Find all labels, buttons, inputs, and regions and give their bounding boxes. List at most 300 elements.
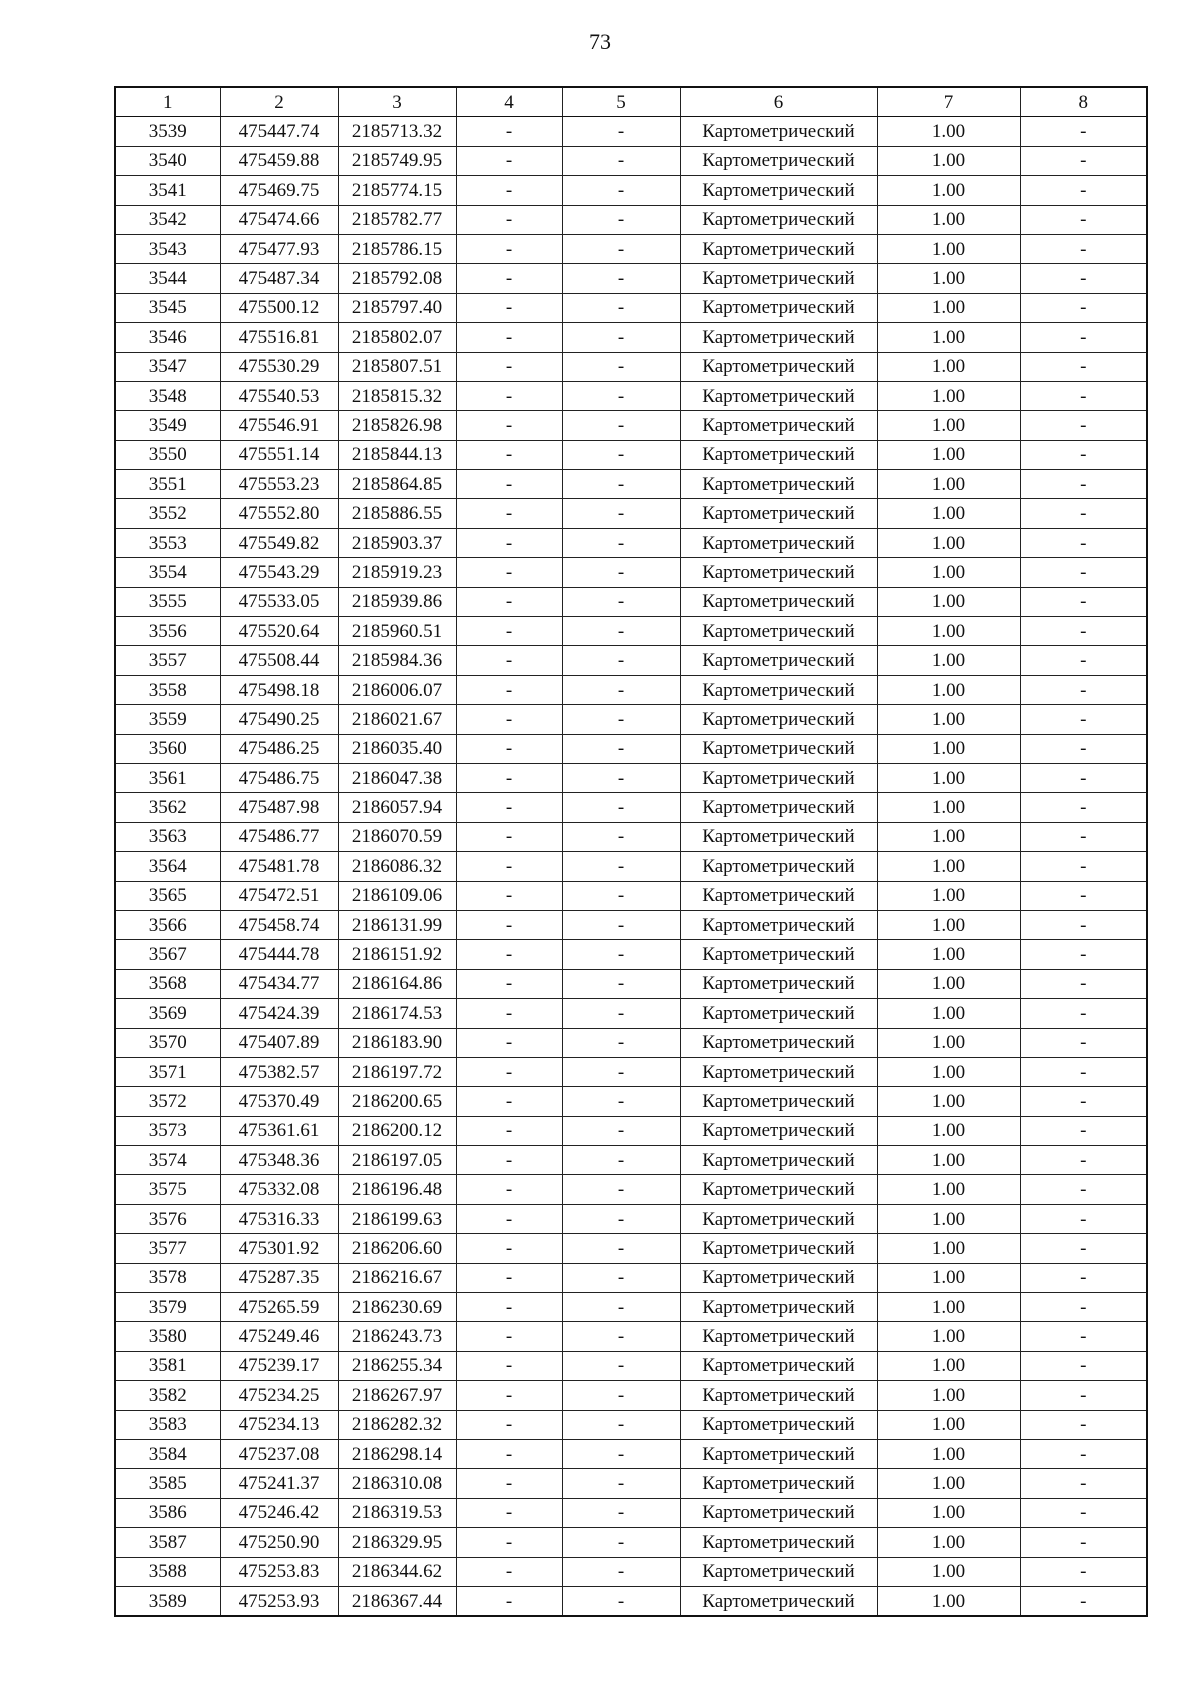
table-row — [115, 470, 1147, 499]
cell-point-number: 3570 — [115, 1028, 220, 1057]
cell-accuracy: 1.00 — [877, 558, 1020, 587]
cell-point-number: 3560 — [115, 734, 220, 763]
cell-col-5: - — [562, 293, 680, 322]
cell-col-4: - — [456, 1586, 562, 1616]
cell-method: Картометрический — [680, 675, 877, 704]
cell-coord-x: 475348.36 — [220, 1146, 338, 1175]
cell-point-number: 3555 — [115, 587, 220, 616]
cell-point-number: 3554 — [115, 558, 220, 587]
table-row — [115, 940, 1147, 969]
cell-coord-y: 2185797.40 — [338, 293, 456, 322]
cell-coord-x: 475487.98 — [220, 793, 338, 822]
cell-accuracy: 1.00 — [877, 881, 1020, 910]
cell-coord-y: 2186197.05 — [338, 1146, 456, 1175]
cell-col-5: - — [562, 1528, 680, 1557]
cell-col-8: - — [1020, 440, 1147, 469]
cell-coord-y: 2185984.36 — [338, 646, 456, 675]
cell-col-5: - — [562, 675, 680, 704]
cell-method: Картометрический — [680, 852, 877, 881]
table-row — [115, 1293, 1147, 1322]
cell-method: Картометрический — [680, 940, 877, 969]
cell-col-4: - — [456, 1439, 562, 1468]
cell-point-number: 3568 — [115, 969, 220, 998]
cell-col-4: - — [456, 264, 562, 293]
cell-point-number: 3574 — [115, 1146, 220, 1175]
table-row — [115, 617, 1147, 646]
cell-coord-y: 2185774.15 — [338, 176, 456, 205]
cell-point-number: 3549 — [115, 411, 220, 440]
cell-coord-y: 2186131.99 — [338, 910, 456, 939]
table-row — [115, 1410, 1147, 1439]
cell-col-4: - — [456, 969, 562, 998]
cell-col-4: - — [456, 1116, 562, 1145]
cell-col-8: - — [1020, 1498, 1147, 1527]
header-row — [115, 87, 1147, 117]
table-row — [115, 381, 1147, 410]
cell-method: Картометрический — [680, 1498, 877, 1527]
table-row — [115, 117, 1147, 146]
cell-coord-x: 475516.81 — [220, 323, 338, 352]
cell-col-8: - — [1020, 499, 1147, 528]
cell-col-4: - — [456, 675, 562, 704]
cell-coord-x: 475239.17 — [220, 1351, 338, 1380]
cell-col-8: - — [1020, 1410, 1147, 1439]
table-row — [115, 587, 1147, 616]
cell-coord-x: 475447.74 — [220, 117, 338, 146]
cell-coord-x: 475530.29 — [220, 352, 338, 381]
cell-method: Картометрический — [680, 440, 877, 469]
table-row — [115, 528, 1147, 557]
cell-col-8: - — [1020, 293, 1147, 322]
cell-col-8: - — [1020, 1116, 1147, 1145]
cell-coord-y: 2186109.06 — [338, 881, 456, 910]
cell-method: Картометрический — [680, 1586, 877, 1616]
cell-coord-x: 475382.57 — [220, 1057, 338, 1086]
cell-coord-x: 475237.08 — [220, 1439, 338, 1468]
table-row — [115, 675, 1147, 704]
cell-col-8: - — [1020, 323, 1147, 352]
cell-col-4: - — [456, 1351, 562, 1380]
table-row — [115, 734, 1147, 763]
cell-point-number: 3584 — [115, 1439, 220, 1468]
cell-point-number: 3572 — [115, 1087, 220, 1116]
table-row — [115, 646, 1147, 675]
cell-method: Картометрический — [680, 617, 877, 646]
cell-method: Картометрический — [680, 1439, 877, 1468]
cell-col-4: - — [456, 646, 562, 675]
cell-col-4: - — [456, 881, 562, 910]
cell-col-5: - — [562, 470, 680, 499]
cell-method: Картометрический — [680, 176, 877, 205]
cell-col-5: - — [562, 352, 680, 381]
cell-method: Картометрический — [680, 587, 877, 616]
cell-col-8: - — [1020, 176, 1147, 205]
cell-accuracy: 1.00 — [877, 293, 1020, 322]
table-row — [115, 1116, 1147, 1145]
cell-col-5: - — [562, 822, 680, 851]
cell-coord-x: 475546.91 — [220, 411, 338, 440]
cell-col-8: - — [1020, 1469, 1147, 1498]
cell-accuracy: 1.00 — [877, 440, 1020, 469]
cell-accuracy: 1.00 — [877, 1293, 1020, 1322]
cell-col-4: - — [456, 558, 562, 587]
cell-col-4: - — [456, 440, 562, 469]
cell-point-number: 3569 — [115, 999, 220, 1028]
cell-point-number: 3571 — [115, 1057, 220, 1086]
cell-coord-x: 475486.77 — [220, 822, 338, 851]
cell-col-4: - — [456, 499, 562, 528]
column-header-6: 6 — [680, 87, 877, 117]
cell-point-number: 3543 — [115, 234, 220, 263]
cell-method: Картометрический — [680, 352, 877, 381]
cell-method: Картометрический — [680, 734, 877, 763]
cell-col-5: - — [562, 1351, 680, 1380]
cell-accuracy: 1.00 — [877, 1469, 1020, 1498]
cell-col-8: - — [1020, 470, 1147, 499]
cell-point-number: 3566 — [115, 910, 220, 939]
cell-col-4: - — [456, 1146, 562, 1175]
cell-coord-x: 475287.35 — [220, 1263, 338, 1292]
cell-col-8: - — [1020, 1293, 1147, 1322]
cell-col-5: - — [562, 1175, 680, 1204]
cell-col-4: - — [456, 1028, 562, 1057]
cell-coord-y: 2186006.07 — [338, 675, 456, 704]
cell-point-number: 3544 — [115, 264, 220, 293]
table-row — [115, 352, 1147, 381]
cell-accuracy: 1.00 — [877, 910, 1020, 939]
cell-col-8: - — [1020, 734, 1147, 763]
cell-col-8: - — [1020, 763, 1147, 792]
table-row — [115, 1234, 1147, 1263]
cell-col-4: - — [456, 146, 562, 175]
cell-col-8: - — [1020, 205, 1147, 234]
cell-point-number: 3553 — [115, 528, 220, 557]
cell-point-number: 3575 — [115, 1175, 220, 1204]
cell-accuracy: 1.00 — [877, 1087, 1020, 1116]
cell-col-8: - — [1020, 1146, 1147, 1175]
cell-col-5: - — [562, 1439, 680, 1468]
table-row — [115, 1057, 1147, 1086]
cell-coord-y: 2186035.40 — [338, 734, 456, 763]
cell-col-8: - — [1020, 411, 1147, 440]
cell-col-5: - — [562, 1498, 680, 1527]
cell-coord-y: 2185864.85 — [338, 470, 456, 499]
cell-col-4: - — [456, 852, 562, 881]
cell-coord-y: 2185786.15 — [338, 234, 456, 263]
cell-accuracy: 1.00 — [877, 617, 1020, 646]
cell-col-8: - — [1020, 234, 1147, 263]
cell-col-8: - — [1020, 793, 1147, 822]
cell-col-8: - — [1020, 822, 1147, 851]
cell-coord-x: 475549.82 — [220, 528, 338, 557]
cell-method: Картометрический — [680, 1351, 877, 1380]
table-header — [115, 87, 1147, 117]
cell-col-5: - — [562, 734, 680, 763]
cell-col-5: - — [562, 852, 680, 881]
cell-point-number: 3545 — [115, 293, 220, 322]
cell-point-number: 3583 — [115, 1410, 220, 1439]
column-header-2: 2 — [220, 87, 338, 117]
cell-coord-y: 2186200.12 — [338, 1116, 456, 1145]
cell-col-5: - — [562, 528, 680, 557]
cell-col-8: - — [1020, 587, 1147, 616]
table-row — [115, 558, 1147, 587]
cell-col-4: - — [456, 1410, 562, 1439]
cell-point-number: 3559 — [115, 705, 220, 734]
cell-accuracy: 1.00 — [877, 1057, 1020, 1086]
table-body — [115, 117, 1147, 1616]
cell-coord-x: 475241.37 — [220, 1469, 338, 1498]
cell-col-8: - — [1020, 1087, 1147, 1116]
cell-coord-x: 475543.29 — [220, 558, 338, 587]
cell-coord-y: 2185826.98 — [338, 411, 456, 440]
cell-col-8: - — [1020, 969, 1147, 998]
cell-col-5: - — [562, 910, 680, 939]
table-row — [115, 969, 1147, 998]
cell-coord-x: 475316.33 — [220, 1204, 338, 1233]
cell-col-5: - — [562, 1234, 680, 1263]
cell-coord-y: 2186344.62 — [338, 1557, 456, 1586]
cell-accuracy: 1.00 — [877, 793, 1020, 822]
cell-coord-x: 475332.08 — [220, 1175, 338, 1204]
cell-col-5: - — [562, 146, 680, 175]
cell-coord-x: 475481.78 — [220, 852, 338, 881]
cell-col-5: - — [562, 205, 680, 234]
cell-accuracy: 1.00 — [877, 705, 1020, 734]
cell-col-5: - — [562, 1469, 680, 1498]
cell-col-5: - — [562, 1204, 680, 1233]
cell-col-5: - — [562, 646, 680, 675]
cell-method: Картометрический — [680, 411, 877, 440]
table-row — [115, 323, 1147, 352]
cell-col-5: - — [562, 793, 680, 822]
column-header-7: 7 — [877, 87, 1020, 117]
cell-col-8: - — [1020, 146, 1147, 175]
cell-coord-y: 2185939.86 — [338, 587, 456, 616]
cell-method: Картометрический — [680, 1528, 877, 1557]
table-row — [115, 1439, 1147, 1468]
cell-coord-y: 2185792.08 — [338, 264, 456, 293]
cell-point-number: 3573 — [115, 1116, 220, 1145]
cell-col-5: - — [562, 969, 680, 998]
cell-coord-y: 2186164.86 — [338, 969, 456, 998]
column-header-8: 8 — [1020, 87, 1147, 117]
cell-coord-x: 475444.78 — [220, 940, 338, 969]
cell-col-4: - — [456, 822, 562, 851]
cell-col-4: - — [456, 1057, 562, 1086]
cell-col-4: - — [456, 411, 562, 440]
cell-col-5: - — [562, 176, 680, 205]
cell-method: Картометрический — [680, 881, 877, 910]
cell-method: Картометрический — [680, 1057, 877, 1086]
table-row — [115, 1087, 1147, 1116]
cell-method: Картометрический — [680, 1322, 877, 1351]
cell-coord-x: 475424.39 — [220, 999, 338, 1028]
cell-point-number: 3550 — [115, 440, 220, 469]
table-row — [115, 1528, 1147, 1557]
cell-coord-x: 475407.89 — [220, 1028, 338, 1057]
cell-accuracy: 1.00 — [877, 822, 1020, 851]
cell-col-8: - — [1020, 381, 1147, 410]
cell-method: Картометрический — [680, 146, 877, 175]
cell-method: Картометрический — [680, 1410, 877, 1439]
cell-col-4: - — [456, 1528, 562, 1557]
cell-method: Картометрический — [680, 264, 877, 293]
cell-col-4: - — [456, 528, 562, 557]
cell-coord-x: 475553.23 — [220, 470, 338, 499]
cell-point-number: 3562 — [115, 793, 220, 822]
cell-col-8: - — [1020, 1351, 1147, 1380]
cell-method: Картометрический — [680, 763, 877, 792]
cell-method: Картометрический — [680, 1263, 877, 1292]
cell-method: Картометрический — [680, 1087, 877, 1116]
cell-col-5: - — [562, 1263, 680, 1292]
cell-accuracy: 1.00 — [877, 969, 1020, 998]
cell-col-5: - — [562, 234, 680, 263]
cell-accuracy: 1.00 — [877, 205, 1020, 234]
cell-coord-y: 2186243.73 — [338, 1322, 456, 1351]
cell-col-4: - — [456, 1322, 562, 1351]
cell-col-4: - — [456, 234, 562, 263]
cell-coord-y: 2186319.53 — [338, 1498, 456, 1527]
table-row — [115, 999, 1147, 1028]
table-row — [115, 822, 1147, 851]
cell-col-8: - — [1020, 1557, 1147, 1586]
cell-accuracy: 1.00 — [877, 176, 1020, 205]
cell-coord-y: 2186298.14 — [338, 1439, 456, 1468]
cell-coord-y: 2185919.23 — [338, 558, 456, 587]
cell-coord-x: 475487.34 — [220, 264, 338, 293]
cell-col-4: - — [456, 1204, 562, 1233]
cell-point-number: 3558 — [115, 675, 220, 704]
cell-col-5: - — [562, 117, 680, 146]
cell-coord-x: 475265.59 — [220, 1293, 338, 1322]
cell-accuracy: 1.00 — [877, 146, 1020, 175]
cell-method: Картометрический — [680, 381, 877, 410]
cell-col-8: - — [1020, 940, 1147, 969]
cell-coord-x: 475249.46 — [220, 1322, 338, 1351]
cell-coord-y: 2186021.67 — [338, 705, 456, 734]
cell-coord-y: 2186282.32 — [338, 1410, 456, 1439]
cell-col-4: - — [456, 381, 562, 410]
table-row — [115, 499, 1147, 528]
cell-col-4: - — [456, 940, 562, 969]
cell-col-5: - — [562, 1410, 680, 1439]
column-header-1: 1 — [115, 87, 220, 117]
cell-col-5: - — [562, 1116, 680, 1145]
cell-point-number: 3564 — [115, 852, 220, 881]
cell-coord-x: 475498.18 — [220, 675, 338, 704]
cell-coord-y: 2185903.37 — [338, 528, 456, 557]
cell-col-4: - — [456, 293, 562, 322]
cell-method: Картометрический — [680, 1557, 877, 1586]
cell-accuracy: 1.00 — [877, 1204, 1020, 1233]
cell-coord-x: 475500.12 — [220, 293, 338, 322]
table-row — [115, 1381, 1147, 1410]
table-row — [115, 1469, 1147, 1498]
cell-coord-y: 2185782.77 — [338, 205, 456, 234]
cell-col-8: - — [1020, 1028, 1147, 1057]
table-row — [115, 205, 1147, 234]
cell-coord-y: 2185802.07 — [338, 323, 456, 352]
cell-accuracy: 1.00 — [877, 1146, 1020, 1175]
cell-col-4: - — [456, 999, 562, 1028]
cell-accuracy: 1.00 — [877, 117, 1020, 146]
cell-point-number: 3579 — [115, 1293, 220, 1322]
cell-col-8: - — [1020, 1322, 1147, 1351]
cell-col-4: - — [456, 763, 562, 792]
cell-coord-x: 475253.93 — [220, 1586, 338, 1616]
table-row — [115, 763, 1147, 792]
cell-point-number: 3540 — [115, 146, 220, 175]
cell-col-5: - — [562, 999, 680, 1028]
cell-method: Картометрический — [680, 234, 877, 263]
cell-point-number: 3541 — [115, 176, 220, 205]
cell-coord-x: 475458.74 — [220, 910, 338, 939]
table-row — [115, 910, 1147, 939]
cell-accuracy: 1.00 — [877, 675, 1020, 704]
cell-col-8: - — [1020, 1439, 1147, 1468]
cell-point-number: 3548 — [115, 381, 220, 410]
cell-method: Картометрический — [680, 1293, 877, 1322]
cell-point-number: 3588 — [115, 1557, 220, 1586]
cell-col-8: - — [1020, 1175, 1147, 1204]
cell-accuracy: 1.00 — [877, 1381, 1020, 1410]
cell-accuracy: 1.00 — [877, 1410, 1020, 1439]
cell-point-number: 3557 — [115, 646, 220, 675]
cell-col-5: - — [562, 440, 680, 469]
cell-coord-y: 2185886.55 — [338, 499, 456, 528]
cell-accuracy: 1.00 — [877, 1322, 1020, 1351]
cell-accuracy: 1.00 — [877, 234, 1020, 263]
cell-accuracy: 1.00 — [877, 264, 1020, 293]
table-row — [115, 176, 1147, 205]
cell-col-8: - — [1020, 352, 1147, 381]
cell-method: Картометрический — [680, 117, 877, 146]
cell-accuracy: 1.00 — [877, 411, 1020, 440]
cell-coord-x: 475486.25 — [220, 734, 338, 763]
cell-coord-x: 475474.66 — [220, 205, 338, 234]
cell-col-4: - — [456, 352, 562, 381]
cell-method: Картометрический — [680, 293, 877, 322]
cell-coord-y: 2186151.92 — [338, 940, 456, 969]
cell-col-4: - — [456, 1234, 562, 1263]
cell-coord-y: 2186199.63 — [338, 1204, 456, 1233]
cell-coord-y: 2186206.60 — [338, 1234, 456, 1263]
cell-coord-y: 2185807.51 — [338, 352, 456, 381]
cell-col-5: - — [562, 587, 680, 616]
cell-col-4: - — [456, 1498, 562, 1527]
cell-col-4: - — [456, 1293, 562, 1322]
cell-coord-y: 2186086.32 — [338, 852, 456, 881]
cell-method: Картометрический — [680, 323, 877, 352]
cell-point-number: 3576 — [115, 1204, 220, 1233]
cell-coord-y: 2186200.65 — [338, 1087, 456, 1116]
page-number: 73 — [589, 29, 611, 54]
cell-col-8: - — [1020, 617, 1147, 646]
cell-coord-y: 2186329.95 — [338, 1528, 456, 1557]
cell-point-number: 3580 — [115, 1322, 220, 1351]
cell-col-8: - — [1020, 646, 1147, 675]
cell-point-number: 3577 — [115, 1234, 220, 1263]
cell-coord-x: 475540.53 — [220, 381, 338, 410]
cell-col-8: - — [1020, 1263, 1147, 1292]
table-row — [115, 293, 1147, 322]
cell-coord-y: 2186196.48 — [338, 1175, 456, 1204]
cell-col-4: - — [456, 1087, 562, 1116]
cell-col-8: - — [1020, 1204, 1147, 1233]
cell-coord-y: 2186267.97 — [338, 1381, 456, 1410]
